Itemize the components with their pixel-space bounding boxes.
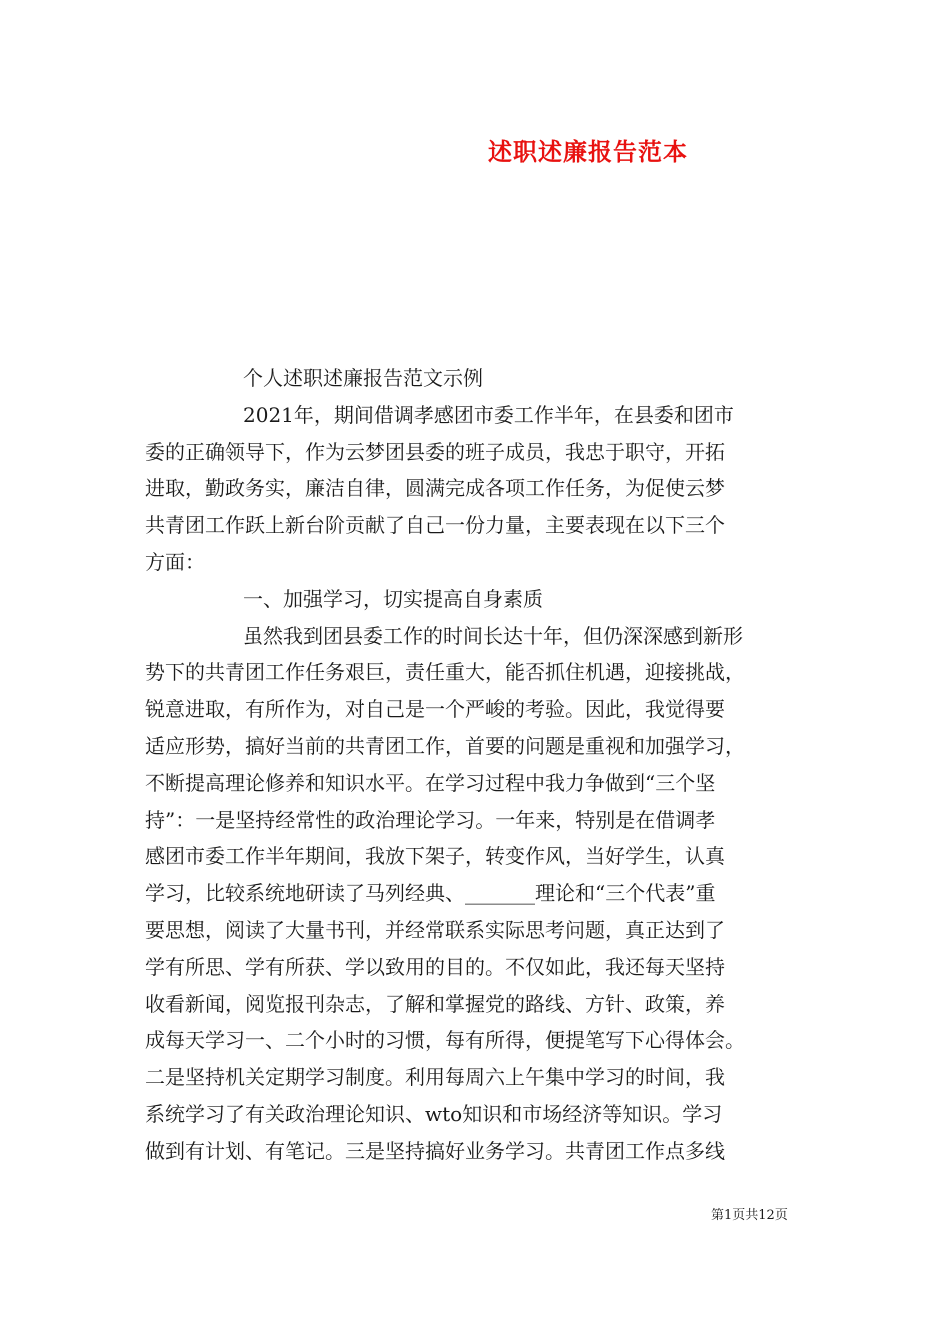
body-line: 要思想，阅读了大量书刊，并经常联系实际思考问题，真正达到了	[145, 917, 725, 942]
body-line: 不断提高理论修养和知识水平。在学习过程中我力争做到“三个坚	[145, 770, 716, 795]
body-line: 学有所思、学有所获、学以致用的目的。不仅如此，我还每天坚持	[145, 954, 725, 979]
body-line: 势下的共青团工作任务艰巨，责任重大，能否抓住机遇，迎接挑战，	[145, 660, 745, 685]
body-line: 成每天学习一、二个小时的习惯，每有所得，便提笔写下心得体会。	[145, 1028, 745, 1053]
body-line: 进取，勤政务实，廉洁自律，圆满完成各项工作任务，为促使云梦	[145, 476, 725, 501]
body-line: 二是坚持机关定期学习制度。利用每周六上午集中学习的时间，我	[145, 1065, 725, 1090]
body-line: 收看新闻，阅览报刊杂志，了解和掌握党的路线、方针、政策，养	[145, 991, 725, 1016]
page-number: 第1页共12页	[711, 1208, 788, 1223]
body-line: 适应形势，搞好当前的共青团工作，首要的问题是重视和加强学习，	[145, 733, 745, 758]
document-body	[145, 360, 807, 1170]
body-line: 2021年，期间借调孝感团市委工作半年，在县委和团市	[243, 402, 734, 427]
body-line: 方面：	[145, 549, 205, 574]
body-line: 委的正确领导下，作为云梦团县委的班子成员，我忠于职守，开拓	[145, 439, 725, 464]
document-title: 述职述廉报告范本	[488, 137, 688, 166]
body-line: 感团市委工作半年期间，我放下架子，转变作风，当好学生，认真	[145, 844, 725, 869]
body-line: 系统学习了有关政治理论知识、wto知识和市场经济等知识。学习	[145, 1101, 723, 1126]
body-line: 锐意进取，有所作为，对自己是一个严峻的考验。因此，我觉得要	[145, 697, 725, 722]
body-line: 持”：一是坚持经常性的政治理论学习。一年来，特别是在借调孝	[145, 807, 716, 832]
body-line: 共青团工作跃上新台阶贡献了自己一份力量，主要表现在以下三个	[145, 513, 725, 538]
body-line: 做到有计划、有笔记。三是坚持搞好业务学习。共青团工作点多线	[145, 1138, 725, 1163]
section-heading: 一、加强学习，切实提高自身素质	[243, 586, 543, 611]
body-line: 虽然我到团县委工作的时间长达十年，但仍深深感到新形	[243, 623, 743, 648]
body-line-heading: 个人述职述廉报告范文示例	[243, 366, 483, 390]
body-line: 学习，比较系统地研读了马列经典、_______理论和“三个代表”重	[145, 881, 716, 906]
